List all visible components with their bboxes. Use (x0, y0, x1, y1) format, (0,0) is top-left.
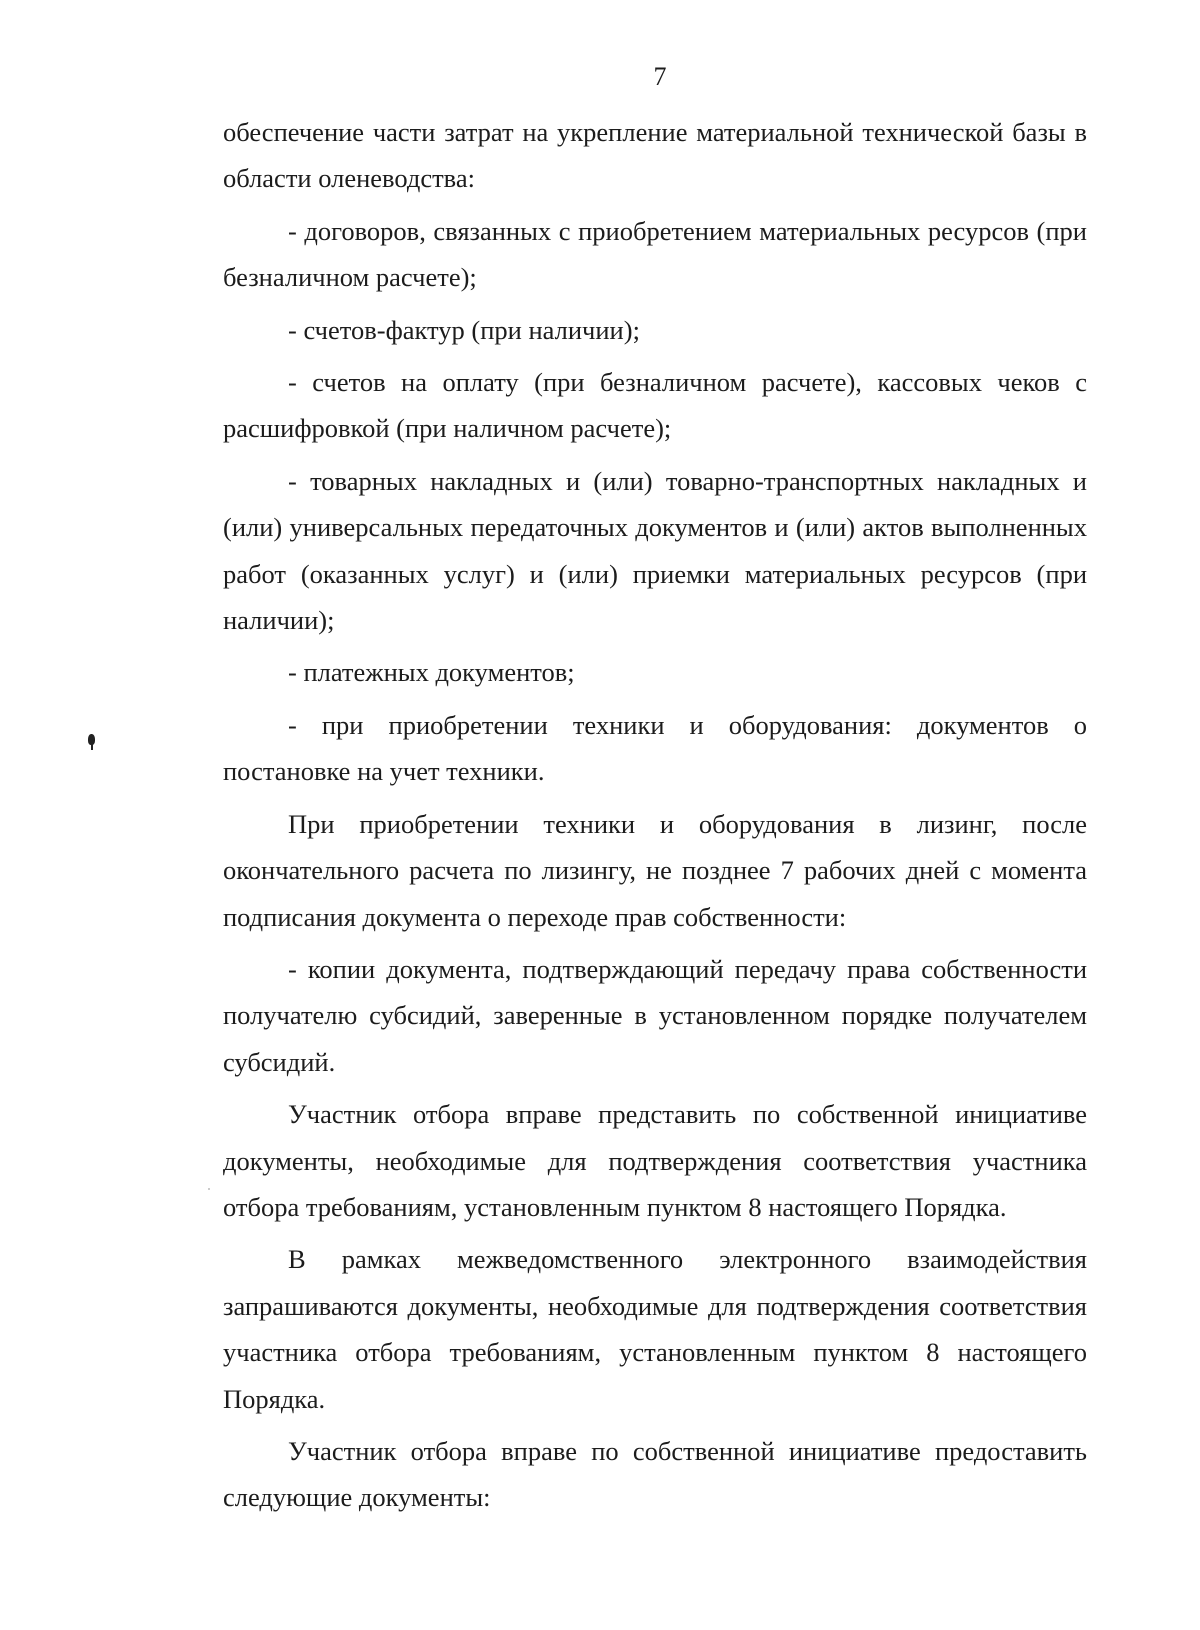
page-number: 7 (653, 62, 667, 91)
document-body (223, 109, 1087, 1521)
list-item-waybills: - товарных накладных и (или) товарно-транспортных накладных и (или) универсальных передаточных документов и (или) актов выполненных работ (оказанных услуг) и (или) приемки материальных ресурсов (при наличии); (223, 465, 1087, 636)
paragraph-interagency: В рамках межведомственного электронного взаимодействия запрашиваются документы, необходимые для подтверждения соответствия участника отбора требованиям, установленным пунктом 8 настоящего Порядка. (223, 1244, 1087, 1414)
paragraph-intro: обеспечение части затрат на укрепление материальной технической базы в области оленеводства: (223, 117, 1087, 194)
paragraph-own-initiative: Участник отбора вправе представить по собственной инициативе документы, необходимые для подтверждения соответствия участника отбора требованиям, установленным пунктом 8 настоящего Порядка. (223, 1099, 1087, 1222)
list-item-invoices: - счетов-фактур (при наличии); (288, 314, 640, 345)
scan-speck (208, 1188, 210, 1190)
list-item-payment-bills: - счетов на оплату (при безналичном расчете), кассовых чеков с расшифровкой (при наличном расчете); (223, 367, 1087, 444)
scan-ink-mark (88, 734, 95, 745)
list-item-contracts: - договоров, связанных с приобретением материальных ресурсов (при безналичном расчете); (223, 215, 1087, 293)
paragraph-optional-documents: Участник отбора вправе по собственной инициативе предоставить следующие документы: (223, 1435, 1087, 1513)
paragraph-leasing: При приобретении техники и оборудования в лизинг, после окончательного расчета по лизингу, не позднее 7 рабочих дней с момента подписания документа о переходе прав собственности: (223, 808, 1087, 932)
list-item-ownership-transfer: - копии документа, подтверждающий передачу права собственности получателю субсидий, заверенные в установленном порядке получателем субсидий. (223, 953, 1087, 1077)
list-item-equipment-registration: - при приобретении техники и оборудования: документов о постановке на учет техники. (223, 709, 1087, 787)
list-item-payment-documents: - платежных документов; (288, 657, 575, 688)
